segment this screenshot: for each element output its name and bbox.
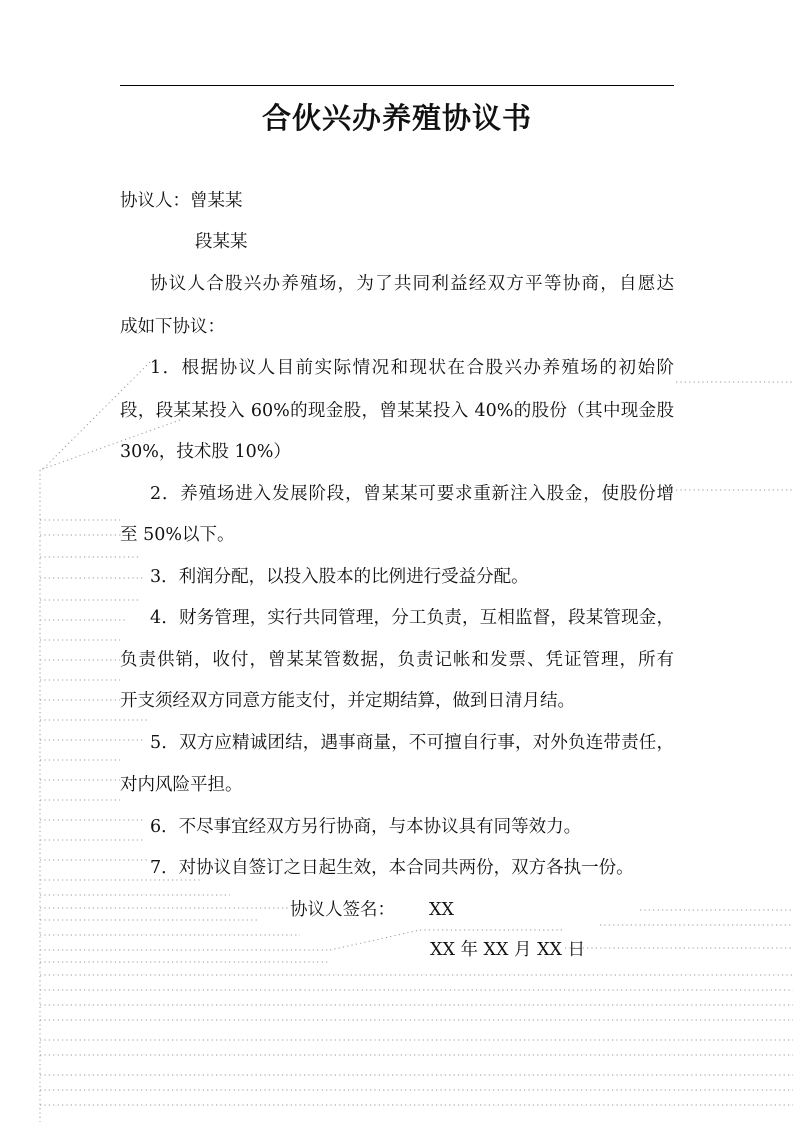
signature-line xyxy=(290,898,454,922)
header-rule xyxy=(120,85,674,86)
clause-2-line-1: 2．养殖场进入发展阶段，曾某某可要求重新注入股金，使股份增 xyxy=(150,484,674,504)
clause-2-line-2: 至 50%以下。 xyxy=(120,525,235,545)
clause-5-line-1: 5．双方应精诚团结，遇事商量，不可擅自行事，对外负连带责任， xyxy=(150,733,674,753)
clause-1-line-1: 1．根据协议人目前实际情况和现状在合股兴办养殖场的初始阶 xyxy=(150,358,674,378)
signing-date: XX 年 XX 月 XX 日 xyxy=(430,940,586,960)
clause-5-line-2: 对内风险平担。 xyxy=(120,775,243,795)
clause-4-line-1: 4．财务管理，实行共同管理，分工负责，互相监督，段某管现金， xyxy=(150,608,674,628)
signature-label: 协议人签名： xyxy=(290,900,395,920)
parties-label: 协议人： xyxy=(120,191,190,211)
signature-value: XX xyxy=(429,900,454,920)
parties-line xyxy=(120,189,243,213)
intro-line-2: 成如下协议： xyxy=(120,317,225,337)
party-b-name: 段某某 xyxy=(195,232,248,252)
intro-line-1: 协议人合股兴办养殖场，为了共同利益经双方平等协商，自愿达 xyxy=(150,274,674,294)
document-title: 合伙兴办养殖协议书 xyxy=(261,101,532,135)
clause-1-line-3: 30%，技术股 10%） xyxy=(120,442,291,462)
party-a-name: 曾某某 xyxy=(190,191,243,211)
clause-3-line-1: 3．利润分配，以投入股本的比例进行受益分配。 xyxy=(150,567,529,587)
clause-4-line-2: 负责供销，收付，曾某某管数据，负责记帐和发票、凭证管理，所有 xyxy=(120,650,674,670)
clause-7-line-1: 7．对协议自签订之日起生效，本合同共两份，双方各执一份。 xyxy=(150,858,634,878)
clause-6-line-1: 6．不尽事宜经双方另行协商，与本协议具有同等效力。 xyxy=(150,817,582,837)
clause-1-line-2: 段，段某某投入 60%的现金股，曾某某投入 40%的股份（其中现金股 xyxy=(120,401,674,421)
clause-4-line-3: 开支须经双方同意方能支付，并定期结算，做到日清月结。 xyxy=(120,691,575,711)
